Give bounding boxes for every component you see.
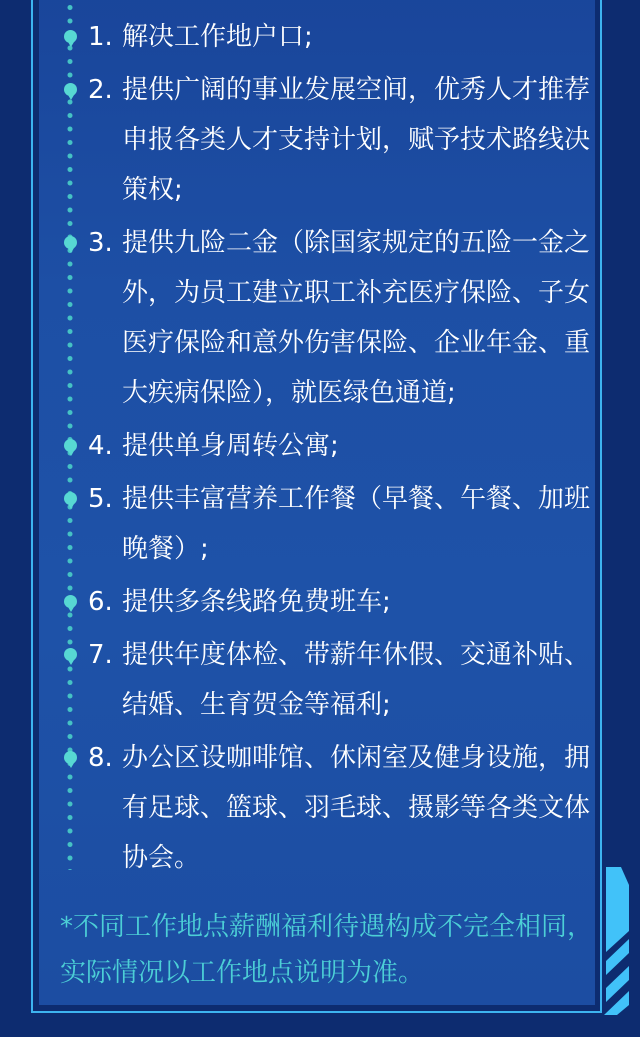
benefit-item-2 <box>88 65 595 215</box>
benefit-item-6 <box>88 577 595 627</box>
benefit-text: 提供单身周转公寓; <box>122 431 339 461</box>
timeline-dot-icon <box>64 648 77 661</box>
benefit-item-3 <box>88 218 595 418</box>
benefit-item-8 <box>88 733 595 883</box>
footnote <box>60 904 595 996</box>
timeline-dot-icon <box>64 751 77 764</box>
timeline-dot-icon <box>64 595 77 608</box>
benefit-text: 解决工作地户口; <box>122 22 313 52</box>
timeline-dot-icon <box>64 83 77 96</box>
benefit-text: 提供九险二金（除国家规定的五险一金之外，为员工建立职工补充医疗保险、子女医疗保险和意外伤害保险、企业年金、重大疾病保险），就医绿色通道; <box>122 228 591 408</box>
benefit-list <box>39 0 595 883</box>
benefit-number: 2. <box>88 75 113 105</box>
benefit-item-4 <box>88 421 595 471</box>
benefit-text: 提供年度体检、带薪年休假、交通补贴、结婚、生育贺金等福利; <box>122 640 591 720</box>
benefit-number: 7. <box>88 640 113 670</box>
benefit-number: 3. <box>88 228 113 258</box>
timeline-dot-icon <box>64 236 77 249</box>
benefit-item-1 <box>88 12 595 62</box>
chevron-banner-stripes-icon <box>600 858 640 1020</box>
benefits-content <box>39 0 595 996</box>
benefit-number: 4. <box>88 431 113 461</box>
benefit-text: 提供广阔的事业发展空间，优秀人才推荐申报各类人才支持计划，赋予技术路线决策权; <box>122 75 591 205</box>
benefit-item-7 <box>88 630 595 730</box>
benefit-text: 办公区设咖啡馆、休闲室及健身设施，拥有足球、篮球、羽毛球、摄影等各类文体协会。 <box>122 743 591 873</box>
benefit-item-5 <box>88 474 595 574</box>
footnote-line-2: 实际情况以工作地点说明为准。 <box>60 958 425 988</box>
timeline-dot-icon <box>64 439 77 452</box>
benefit-number: 6. <box>88 587 113 617</box>
benefit-number: 1. <box>88 22 113 52</box>
timeline-dot-icon <box>64 30 77 43</box>
benefit-number: 5. <box>88 484 113 514</box>
benefit-text: 提供多条线路免费班车; <box>122 587 391 617</box>
benefit-number: 8. <box>88 743 113 773</box>
benefit-text: 提供丰富营养工作餐（早餐、午餐、加班晚餐）; <box>122 484 591 564</box>
timeline-dot-icon <box>64 492 77 505</box>
footnote-line-1: *不同工作地点薪酬福利待遇构成不完全相同， <box>60 912 594 942</box>
